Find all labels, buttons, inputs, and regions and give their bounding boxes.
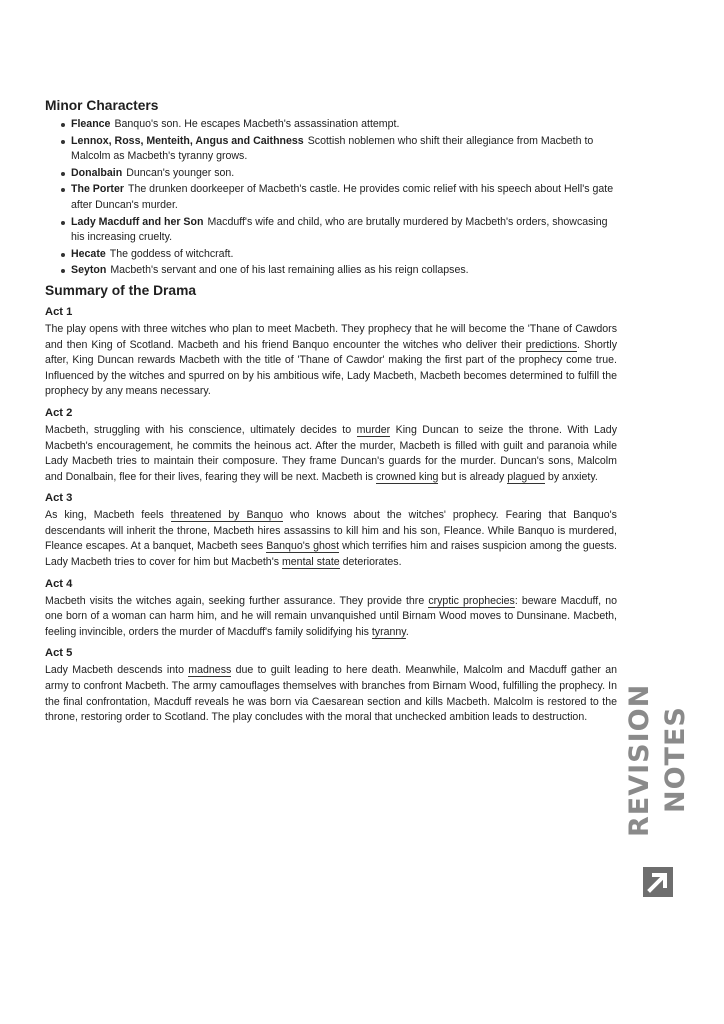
underlined-term: crowned king <box>375 470 439 483</box>
list-item <box>71 182 617 213</box>
text-segment: As king, Macbeth feels <box>45 509 171 522</box>
act-5-text <box>45 663 617 725</box>
act-4-text <box>45 594 617 641</box>
act-2-title: Act 2 <box>45 406 73 419</box>
text-segment: Macbeth, struggling with his conscience, ultimately decides to <box>45 423 357 436</box>
list-item <box>71 263 617 279</box>
list-item <box>71 134 617 165</box>
character-description: Macbeth's servant and one of his last remaining allies as his reign collapses. <box>110 264 469 277</box>
character-description: Duncan's younger son. <box>126 166 235 179</box>
list-item <box>71 117 617 133</box>
text-segment: Lady Macbeth descends into <box>45 664 189 677</box>
text-segment: : beware Macduff, no one born of a woman can harm him, and he will remain unvanquished until Birnam Wood moves to Dunsinane. Macbeth, feeling invincible, orders the murder of Macduff's family solidifying his <box>45 594 617 638</box>
underlined-term: Banquo's ghost <box>266 540 340 553</box>
act-1-text <box>45 322 617 400</box>
character-name: The Porter <box>71 183 124 196</box>
text-segment: . Shortly after, King Duncan rewards Macbeth with the title of 'Thane of Cawdor' making the first part of the prophecy come true. Influenced by the witches and spurred on by his ambitious wife, Lady Macbeth, Macbeth becomes determined to fulfill the prophecy by any means necessary. <box>45 338 618 398</box>
character-name: Lady Macduff and her Son <box>71 215 204 228</box>
character-description: Scottish noblemen who shift their allegiance from Macbeth to Malcolm as Macbeth's tyranny grows. <box>71 134 594 163</box>
act-2-text <box>45 423 617 485</box>
act-5-title: Act 5 <box>45 647 73 660</box>
underlined-term: madness <box>188 664 232 677</box>
text-segment: by anxiety. <box>544 470 598 483</box>
revision-notes-sidebar <box>624 660 691 892</box>
act-3-text <box>45 508 617 570</box>
text-segment: which terrifies him and raises suspicion among the guests. Lady Macbeth tries to cover for him but Macbeth's <box>45 540 618 569</box>
list-item <box>71 166 617 182</box>
revision-notes-label: REVISION NOTES <box>624 683 691 837</box>
text-segment: due to guilt leading to here death. Meanwhile, Malcolm and Macduff gather an army to confront Macbeth. The army camouflages themselves with branches from Birnam Wood, fulfilling the prophecy. In the final confrontation, Macduff reveals he was born via Caesarean section and kills Macbeth. Malcolm is restored to the throne, restoring order to Scotland. The play concludes with the moral that unchecked ambition leads to destruction. <box>45 664 617 724</box>
character-name: Donalbain <box>71 166 123 179</box>
act-1-title: Act 1 <box>45 305 73 318</box>
text-segment: but is already <box>438 470 508 483</box>
minor-characters-section <box>45 97 617 279</box>
act-4-title: Act 4 <box>45 577 73 590</box>
text-segment: Macbeth visits the witches again, seeking further assurance. They provide thre <box>45 594 429 607</box>
minor-characters-list <box>45 117 617 279</box>
underlined-term: tyranny <box>371 625 406 638</box>
text-segment: . <box>405 625 409 638</box>
character-name: Lennox, Ross, Menteith, Angus and Caithness <box>71 134 304 147</box>
summary-section <box>45 282 617 726</box>
underlined-term: cryptic prophecies <box>428 594 515 607</box>
underlined-term: mental state <box>281 556 340 569</box>
text-segment: The play opens with three witches who plan to meet Macbeth. They prophecy that he will become the 'Thane of Cawdors and then King of Scotland. Macbeth and his friend Banquo encounter the witches who deliver their <box>45 322 617 351</box>
character-description: Macduff's wife and child, who are brutally murdered by Macbeth's orders, showcasing his increasing cruelty. <box>71 215 608 244</box>
diagonal-arrow-icon <box>643 867 673 897</box>
character-description: Banquo's son. He escapes Macbeth's assassination attempt. <box>114 118 400 130</box>
revision-page <box>45 97 617 726</box>
underlined-term: predictions <box>525 338 578 351</box>
underlined-term: plagued <box>507 470 545 483</box>
text-segment: King Duncan to seize the throne. With Lady Macbeth's encouragement, he commits the heinous act. After the murder, Macbeth is filled with guilt and paranoia while Lady Macbeth tries to maintain their composure. They frame Duncan's guards for the murder. Duncan's sons, Malcolm and Donalbain, flee for their lives, fearing they will be next. Macbeth is <box>45 423 617 483</box>
character-name: Fleance <box>71 118 111 130</box>
character-name: Seyton <box>71 264 107 277</box>
text-segment: who knows about the witches' prophecy. Fearing that Banquo's descendants will inherit the throne, Macbeth hires assassins to kill him and his son, Fleance. While Banquo is murdered, Fleance escapes. At a banquet, Macbeth sees <box>45 509 617 553</box>
underlined-term: murder <box>356 423 391 436</box>
minor-characters-heading: Minor Characters <box>45 98 159 113</box>
list-item <box>71 247 617 263</box>
underlined-term: threatened by Banquo <box>170 509 283 522</box>
character-name: Hecate <box>71 247 106 260</box>
text-segment: deteriorates. <box>339 556 402 569</box>
list-item <box>71 215 617 246</box>
summary-heading: Summary of the Drama <box>45 282 197 298</box>
character-description: The drunken doorkeeper of Macbeth's castle. He provides comic relief with his speech about Hell's gate after Duncan's murder. <box>71 183 614 211</box>
act-3-title: Act 3 <box>45 492 73 505</box>
character-description: The goddess of witchcraft. <box>109 247 234 260</box>
